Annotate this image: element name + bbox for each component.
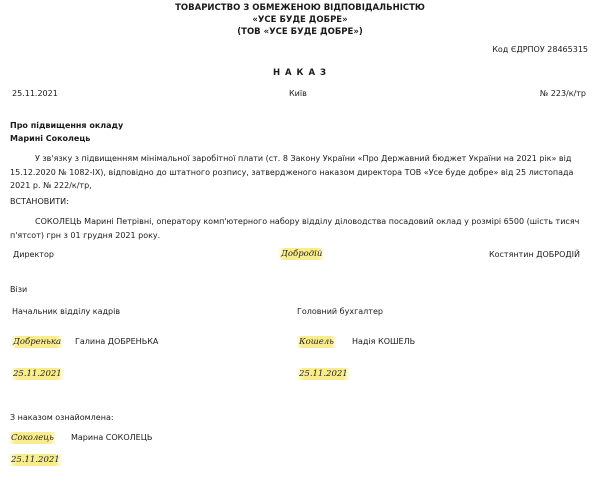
hr-position: Начальник відділу кадрів bbox=[12, 307, 121, 316]
hr-signature: Добренька bbox=[10, 337, 64, 348]
accountant-name: Надія КОШЕЛЬ bbox=[352, 337, 416, 346]
approvals-label: Візи bbox=[10, 285, 28, 294]
director-name: Костянтин ДОБРОДІЙ bbox=[488, 250, 580, 259]
director-signature: Добродій bbox=[278, 249, 325, 260]
document-title: Н А К А З bbox=[272, 68, 328, 78]
subject-line1: Про підвищення окладу bbox=[10, 121, 124, 130]
order-number: № 223/к/тр bbox=[539, 89, 586, 98]
resolve-label: ВСТАНОВИТИ: bbox=[10, 197, 69, 206]
hr-name: Галина ДОБРЕНЬКА bbox=[75, 337, 159, 346]
hr-approval-date: 25.11.2021 bbox=[10, 369, 65, 380]
decision-paragraph: СОКОЛЕЦЬ Марині Петрівні, оператору комп'ютерного набору відділу діловодства посадовий оклад у розмірі 6500 (шість тисяч п'ятсот) грн з 01 грудня 2021 року. bbox=[10, 217, 580, 240]
employee-signature: Соколець bbox=[8, 433, 57, 444]
accountant-position: Головний бухгалтер bbox=[297, 307, 383, 316]
accountant-signature: Кошель bbox=[296, 337, 337, 348]
order-date: 25.11.2021 bbox=[12, 89, 58, 98]
subject-line2: Марині Соколець bbox=[10, 134, 91, 143]
accountant-approval-date: 25.11.2021 bbox=[296, 369, 351, 380]
company-name-line1: ТОВАРИСТВО З ОБМЕЖЕНОЮ ВІДПОВІДАЛЬНІСТЮ bbox=[175, 3, 425, 13]
preamble-paragraph: У зв'язку з підвищенням мінімальної заробітної плати (ст. 8 Закону України «Про Державний бюджет України на 2021 рік» від 15.12.2020 № 1082-IX), відповідно до штатного розпису, затвердженого наказом директора ТОВ «Усе буде добре» від 25 листопада 2021 р. № 222/к/тр, bbox=[10, 154, 574, 190]
company-short-name: (ТОВ «УСЕ БУДЕ ДОБРЕ») bbox=[237, 27, 363, 37]
employee-ack-date: 25.11.2021 bbox=[8, 455, 63, 466]
edrpou-code: Код ЄДРПОУ 28465315 bbox=[492, 45, 588, 54]
director-position: Директор bbox=[13, 250, 54, 259]
order-city: Київ bbox=[289, 89, 307, 98]
company-name-line2: «УСЕ БУДЕ ДОБРЕ» bbox=[252, 15, 348, 25]
employee-name: Марина СОКОЛЕЦЬ bbox=[71, 433, 153, 442]
acknowledgement-label: З наказом ознайомлена: bbox=[10, 413, 114, 422]
